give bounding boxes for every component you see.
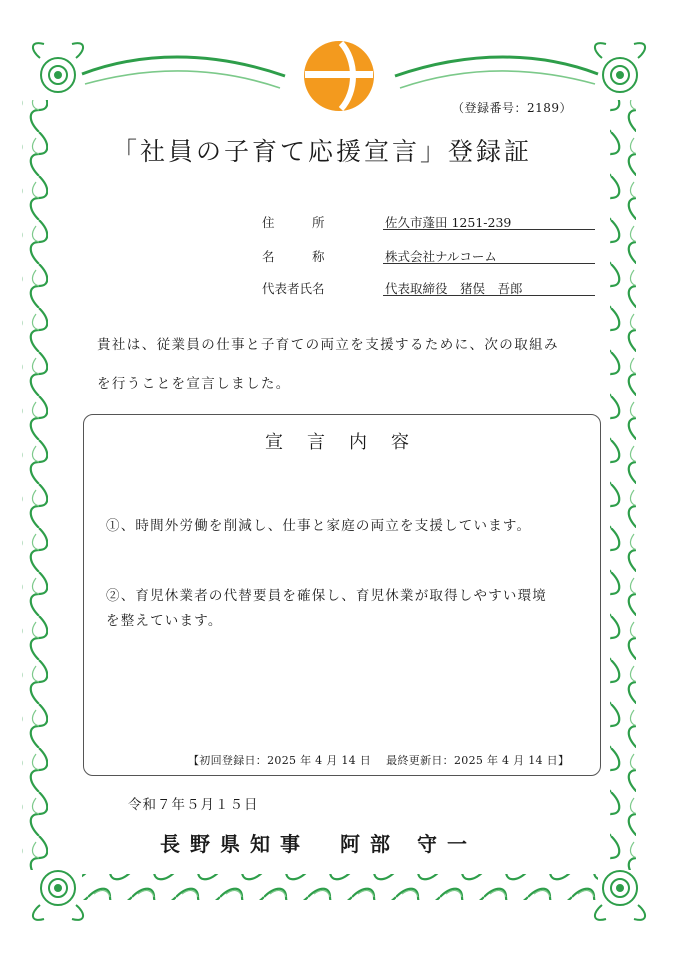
declaration-heading: 宣言内容 <box>265 432 433 453</box>
issuer-signature: 長野県知事 阿部 守一 <box>160 832 477 856</box>
representative-value: 代表取締役 猪俣 吾郎 <box>385 281 523 296</box>
address-label: 住 所 <box>262 215 325 230</box>
issue-date: 令和７年５月１５日 <box>128 797 259 813</box>
declaration-item-2-line-1: ②、育児休業者の代替要員を確保し、育児休業が取得しやすい環境 <box>106 588 547 604</box>
company-name-label: 名 称 <box>262 249 325 264</box>
declaration-item-2-line-2: を整えています。 <box>106 613 223 629</box>
emblem-logo-icon <box>303 40 375 112</box>
certificate-title: 「社員の子育て応援宣言」登録証 <box>112 137 533 166</box>
company-name-value: 株式会社ナルコーム <box>385 249 497 264</box>
intro-line-1: 貴社は、従業員の仕事と子育ての両立を支援するために、次の取組み <box>97 337 559 353</box>
declaration-item-1: ①、時間外労働を削減し、仕事と家庭の両立を支援しています。 <box>106 518 532 534</box>
address-underline <box>383 229 595 230</box>
registration-dates: 【初回登録日：2025 年 4 月 14 日 最終更新日：2025 年 4 月 14 日】 <box>188 754 570 767</box>
intro-line-2: を行うことを宣言しました。 <box>97 376 291 392</box>
company-name-underline <box>383 263 595 264</box>
address-value: 佐久市蓬田 1251-239 <box>385 215 512 230</box>
representative-label: 代表者氏名 <box>262 281 325 296</box>
registration-number: （登録番号：2189） <box>452 101 573 115</box>
representative-underline <box>383 295 595 296</box>
